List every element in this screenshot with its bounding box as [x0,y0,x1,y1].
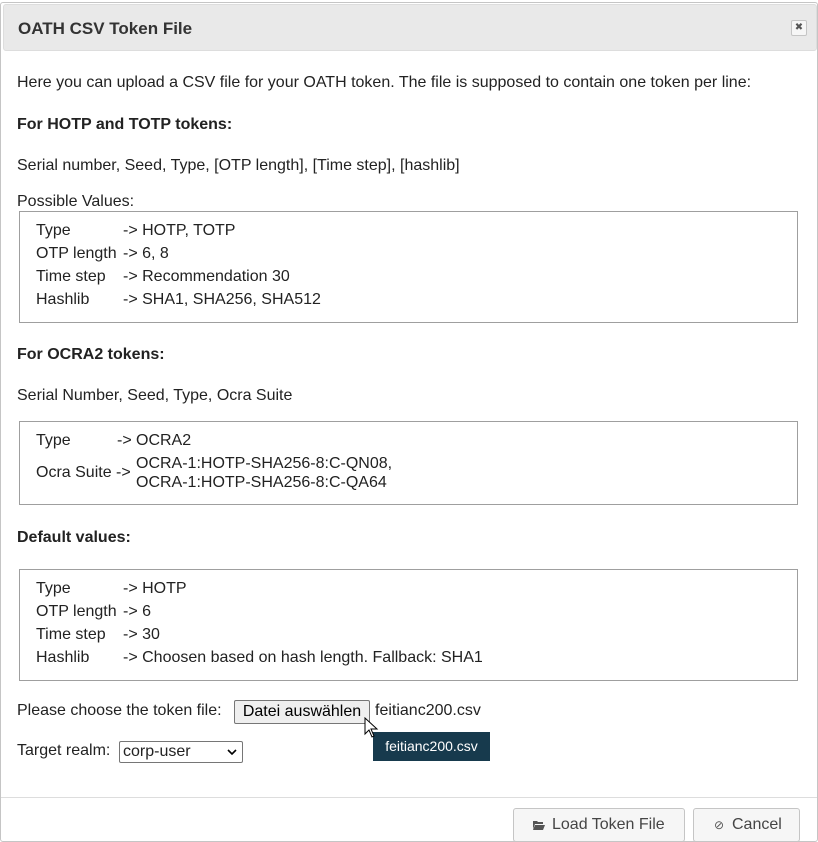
possible-values-label: Possible Values: [17,193,135,210]
close-icon[interactable]: ✖ [791,20,807,36]
ocra-values-box [19,421,798,505]
dialog-title: OATH CSV Token File [18,19,193,38]
cancel-button[interactable] [693,808,800,842]
hotp-value: -> HOTP, TOTP [123,222,236,239]
ocra-key: Type [36,432,71,449]
load-token-file-label: Load Token File [552,816,665,833]
hotp-heading: For HOTP and TOTP tokens: [17,116,233,133]
cancel-label: Cancel [732,816,782,833]
mouse-pointer-icon [364,717,380,739]
dialog-titlebar[interactable] [3,4,817,51]
hotp-key: Type [36,222,71,239]
hotp-value: -> Recommendation 30 [123,268,290,285]
ocra-format: Serial Number, Seed, Type, Ocra Suite [17,387,293,404]
ocra-suite-line1: OCRA-1:HOTP-SHA256-8:C-QN08, [136,455,393,472]
ocra-value: OCRA2 [136,432,192,449]
target-realm-label: Target realm: [17,742,111,759]
defaults-key: Hashlib [36,649,90,666]
folder-open-icon [532,819,546,831]
defaults-key: Time step [36,626,106,643]
hotp-key: Time step [36,268,106,285]
defaults-values-box [19,569,798,681]
defaults-value: -> 30 [123,626,160,643]
defaults-value: -> HOTP [123,580,187,597]
defaults-value: -> 6 [123,603,152,620]
defaults-key: OTP length [36,603,117,620]
defaults-value: -> Choosen based on hash length. Fallback: SHA1 [123,649,483,666]
ocra-arrow: -> [116,464,131,481]
hotp-key: OTP length [36,245,117,262]
intro-text: Here you can upload a CSV file for your OATH token. The file is supposed to contain one token per line: [17,74,752,91]
selected-filename: feitianc200.csv [375,702,481,719]
oath-csv-dialog [0,2,818,842]
ocra-suite-line2: OCRA-1:HOTP-SHA256-8:C-QA64 [136,474,387,491]
chevron-down-icon [226,746,238,758]
hotp-key: Hashlib [36,291,90,308]
target-realm-value: corp-user [123,743,191,760]
hotp-format: Serial number, Seed, Type, [OTP length], [Time step], [hashlib] [17,157,460,174]
target-realm-select[interactable] [119,741,243,763]
hotp-value: -> SHA1, SHA256, SHA512 [123,291,321,308]
defaults-heading: Default values: [17,529,131,546]
ocra-key: Ocra Suite [36,464,112,481]
cancel-icon: ⊘ [714,818,725,832]
filename-tooltip: feitianc200.csv [373,732,490,761]
hotp-values-box [19,211,798,323]
hotp-value: -> 6, 8 [123,245,169,262]
load-token-file-button[interactable] [513,808,685,842]
defaults-key: Type [36,580,71,597]
token-file-label: Please choose the token file: [17,702,222,719]
footer-divider [1,797,817,798]
choose-file-button[interactable]: Datei auswählen [234,700,370,724]
ocra-arrow: -> [117,432,132,449]
ocra-heading: For OCRA2 tokens: [17,346,165,363]
